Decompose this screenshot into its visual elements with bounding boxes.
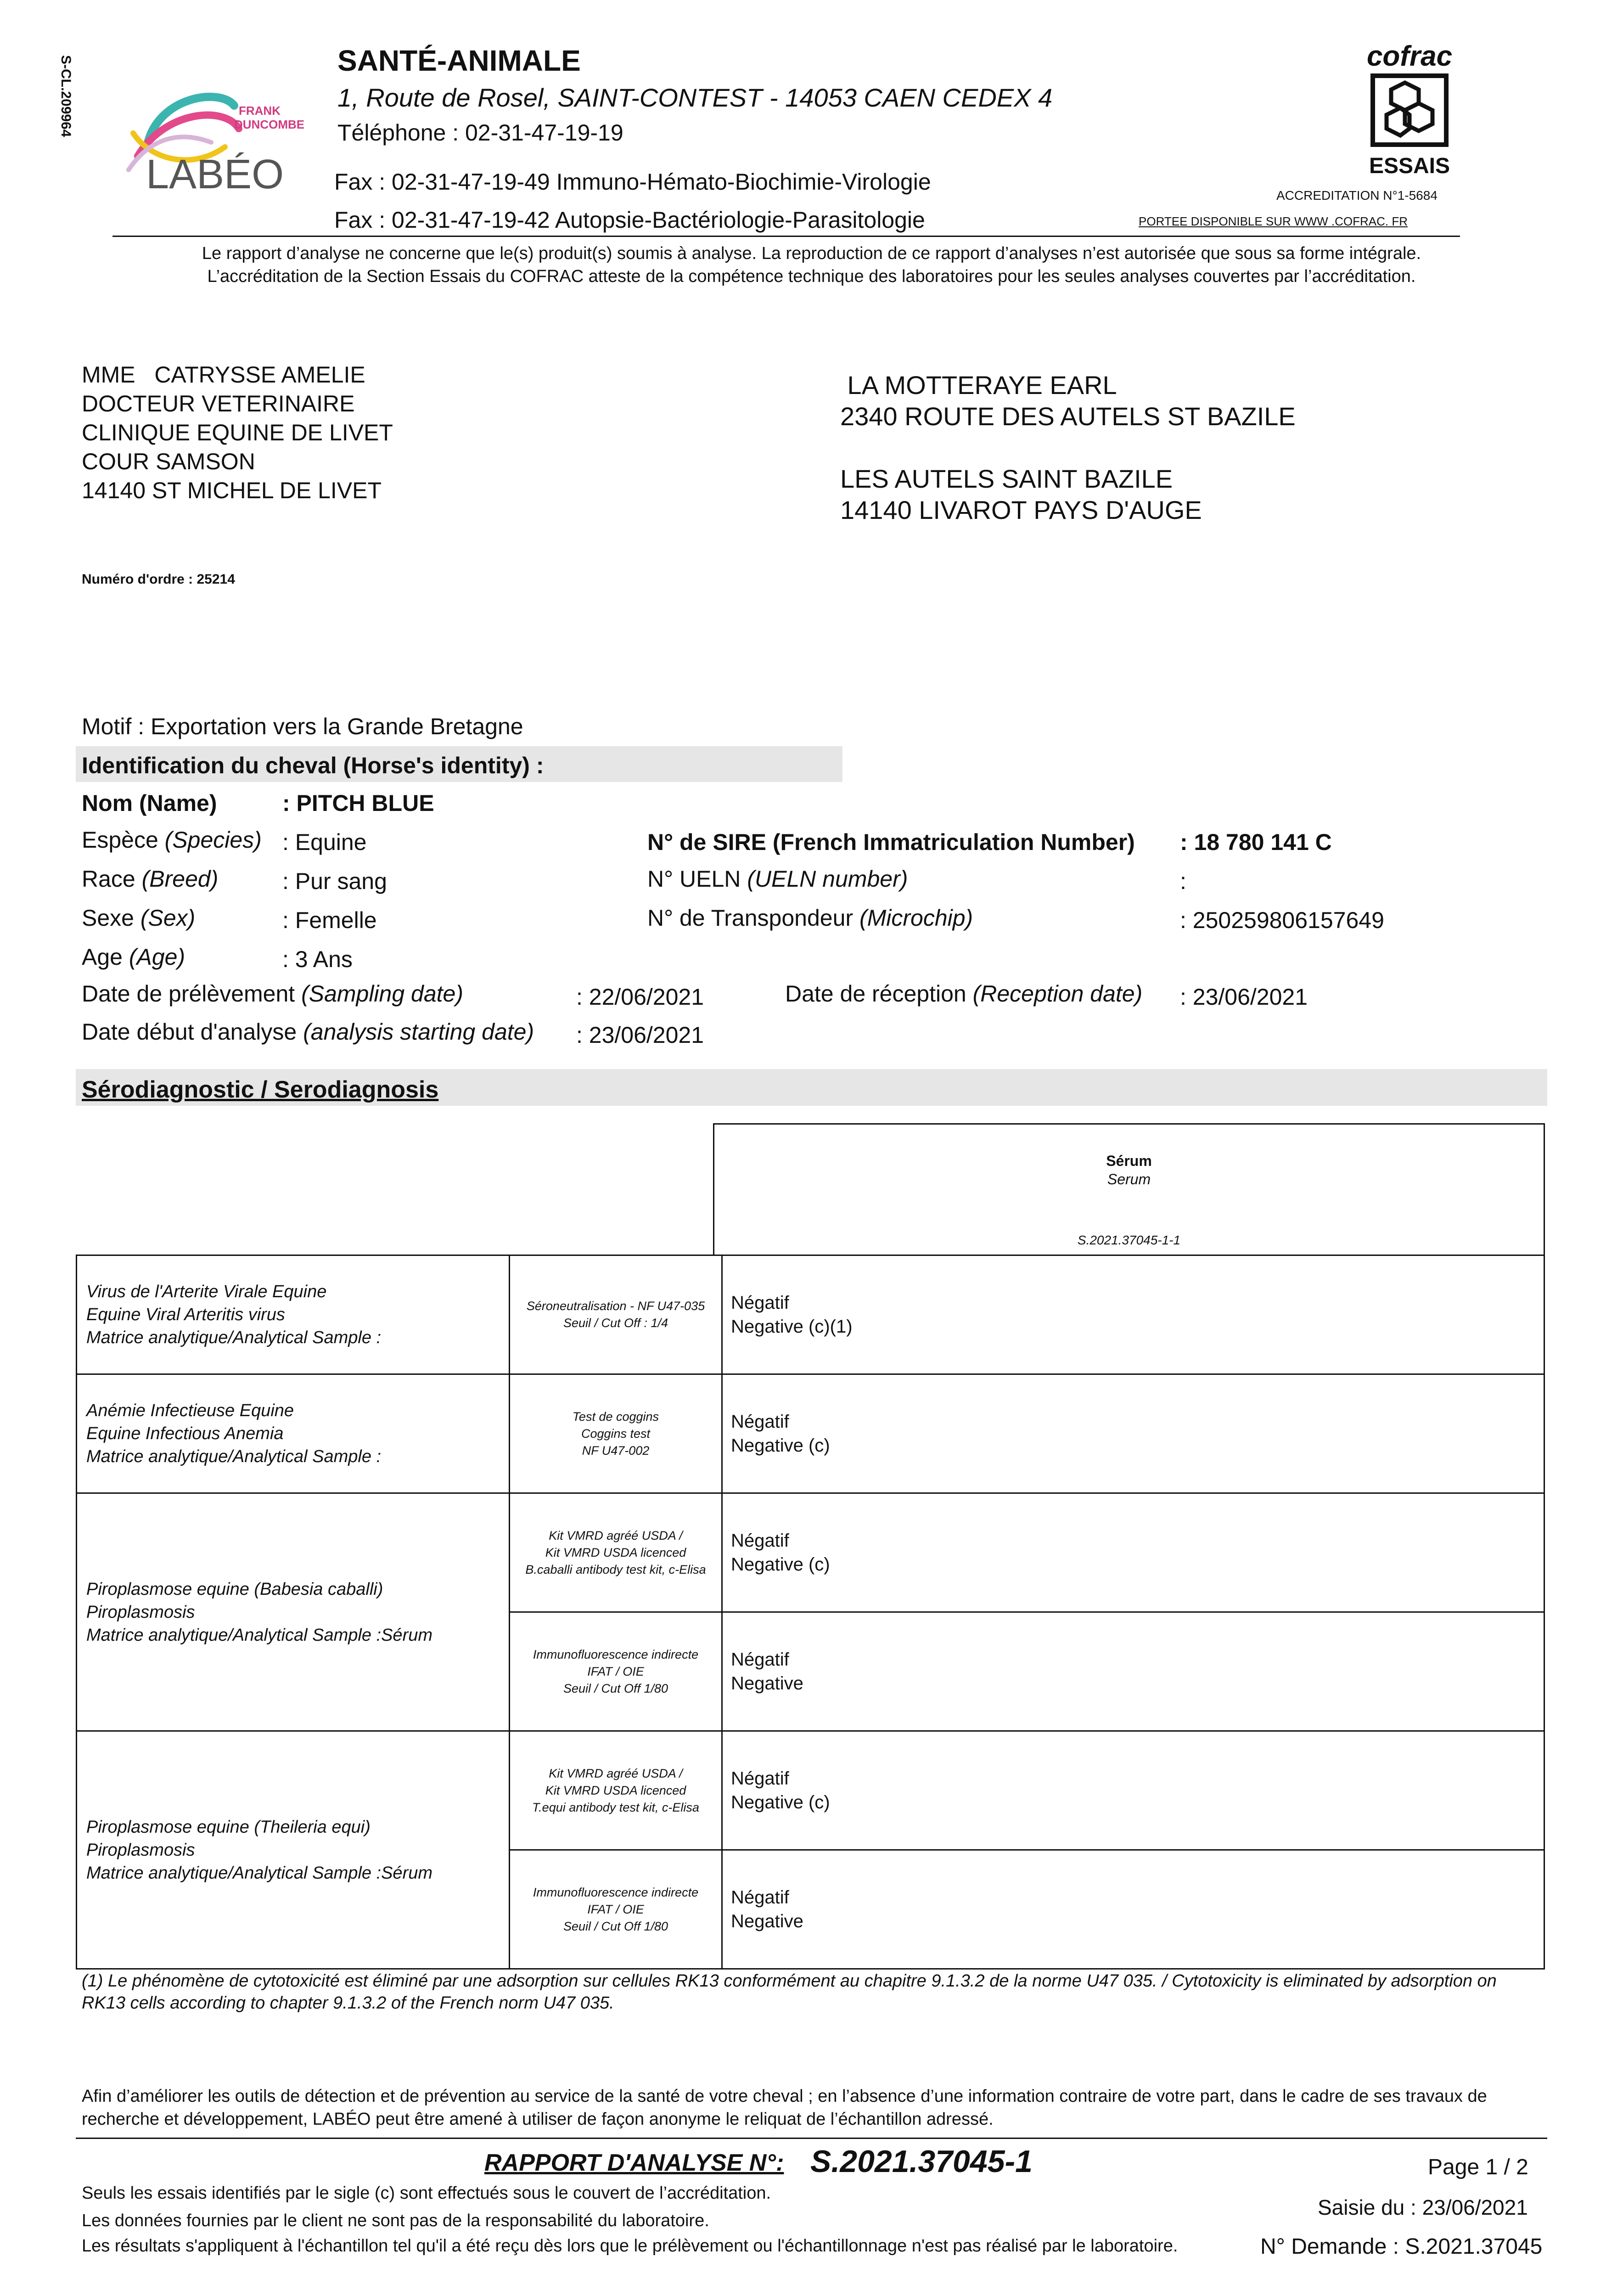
disclaimer-line-1: Le rapport d’analyse ne concerne que le(s) produit(s) soumis à analyse. La reproduction de ce rapport d’analyses n’est autorisée que sous sa forme intégrale. <box>202 244 1421 263</box>
race-label-fr: Race <box>82 866 142 892</box>
analysis-name-line: Matrice analytique/Analytical Sample :Sérum <box>86 1863 433 1883</box>
method-line: Seuil / Cut Off 1/80 <box>563 1681 668 1695</box>
age-label <box>82 944 185 970</box>
sexe-value: : Femelle <box>282 907 377 933</box>
analysis-name <box>77 1255 510 1374</box>
serum-column-title: Sérum <box>1106 1153 1152 1169</box>
sample-usage-notice: Afin d’améliorer les outils de détection et de prévention au service de la santé de votre cheval ; en l’absence d’une information contraire de votre part, dans le cadre de ses travaux de recherche et développement, LABÉO peut être amené à utiliser de façon anonyme le reliquat de l’échantillon adressé. <box>82 2087 1487 2129</box>
prelevement-label-en: (Sampling date) <box>301 981 464 1007</box>
analysis-name <box>77 1493 510 1731</box>
lab-address: 1, Route de Rosel, SAINT-CONTEST - 14053 CAEN CEDEX 4 <box>337 83 1053 112</box>
recipient-line: 14140 ST MICHEL DE LIVET <box>82 478 382 503</box>
footer-line-2: Les données fournies par le client ne sont pas de la responsabilité du laboratoire. <box>82 2211 709 2230</box>
race-value: : Pur sang <box>282 868 387 894</box>
method-line: Coggins test <box>581 1426 651 1441</box>
result-line: Négatif <box>731 1768 789 1789</box>
race-label <box>82 866 218 892</box>
test-method <box>510 1493 722 1612</box>
labeo-logo <box>119 78 321 197</box>
cofrac-bottom-label: ESSAIS <box>1369 154 1450 178</box>
method-line: Test de coggins <box>572 1409 659 1424</box>
report-number-label: RAPPORT D'ANALYSE N°: <box>484 2150 784 2176</box>
debut-analyse-label-en: (analysis starting date) <box>303 1019 534 1045</box>
owner-line: LES AUTELS SAINT BAZILE <box>840 464 1173 493</box>
disclaimer-line-2: L’accréditation de la Section Essais du COFRAC atteste de la compétence technique des laboratoires pour les seules analyses couvertes par l’accréditation. <box>207 267 1416 286</box>
document-code: S-CL.209964 <box>58 55 73 137</box>
method-line: NF U47-002 <box>582 1443 650 1458</box>
result-line: Negative (c) <box>731 1792 830 1812</box>
table-row <box>77 1731 1544 1850</box>
method-line: Immunofluorescence indirecte <box>533 1647 699 1661</box>
test-method <box>510 1374 722 1493</box>
motif: Motif : Exportation vers la Grande Bretagne <box>82 714 523 739</box>
reception-value: : 23/06/2021 <box>1180 984 1308 1010</box>
transpondeur-value: : 250259806157649 <box>1180 907 1384 933</box>
logo-sub2: DUNCOMBE <box>234 118 305 131</box>
method-line: IFAT / OIE <box>587 1902 644 1916</box>
nom-value: : PITCH BLUE <box>282 790 434 816</box>
table-row <box>77 1374 1544 1493</box>
serum-column-subtitle: Serum <box>1107 1171 1151 1187</box>
portee-link[interactable]: PORTEE DISPONIBLE SUR WWW .COFRAC. FR <box>1139 214 1408 228</box>
analysis-name-line: Equine Infectious Anemia <box>86 1424 284 1443</box>
prelevement-label-fr: Date de prélèvement <box>82 981 302 1007</box>
method-line: Immunofluorescence indirecte <box>533 1885 699 1899</box>
ueln-value: : <box>1180 868 1186 894</box>
footer-line-1: Seuls les essais identifiés par le sigle (c) sont effectués sous le couvert de l’accréditation. <box>82 2183 771 2203</box>
result-line: Négatif <box>731 1887 789 1908</box>
recipient-line: DOCTEUR VETERINAIRE <box>82 391 355 416</box>
result-line: Negative (c)(1) <box>731 1317 853 1337</box>
table-row <box>77 1255 1544 1374</box>
nom-label: Nom (Name) <box>82 790 217 816</box>
recipient-line: MME CATRYSSE AMELIE <box>82 362 365 388</box>
recipient-line: COUR SAMSON <box>82 449 255 474</box>
test-result <box>722 1612 1544 1731</box>
analysis-name-line: Piroplasmosis <box>86 1602 195 1622</box>
request-number: N° Demande : S.2021.37045 <box>1260 2234 1543 2259</box>
analysis-name-line: Anémie Infectieuse Equine <box>86 1401 294 1420</box>
test-result <box>722 1850 1544 1969</box>
test-method <box>510 1255 722 1374</box>
lab-telephone: Téléphone : 02-31-47-19-19 <box>337 120 623 146</box>
result-line: Négatif <box>731 1531 789 1551</box>
analysis-name-line: Piroplasmose equine (Theileria equi) <box>86 1817 371 1837</box>
sexe-label <box>82 905 195 931</box>
reception-label-fr: Date de réception <box>785 981 973 1007</box>
sexe-label-en: (Sex) <box>140 905 196 931</box>
footer-divider <box>76 2138 1547 2139</box>
sire-value: : 18 780 141 C <box>1180 829 1332 855</box>
method-line: Kit VMRD agréé USDA / <box>549 1766 683 1780</box>
result-line: Negative <box>731 1911 803 1931</box>
prelevement-label <box>82 980 463 1007</box>
logo-brand: LABÉO <box>146 152 284 197</box>
report-number: S.2021.37045-1 <box>810 2144 1033 2179</box>
result-line: Négatif <box>731 1293 789 1313</box>
reception-label <box>785 980 1142 1007</box>
results-table <box>76 1255 1545 1970</box>
debut-analyse-label <box>82 1019 534 1045</box>
method-line: Seuil / Cut Off : 1/4 <box>563 1316 668 1330</box>
debut-analyse-value: : 23/06/2021 <box>576 1022 704 1048</box>
espece-value: : Equine <box>282 829 367 855</box>
age-label-fr: Age <box>82 944 129 970</box>
prelevement-value: : 22/06/2021 <box>576 984 704 1010</box>
espece-label-fr: Espèce <box>82 827 165 853</box>
transpondeur-label-en: (Microchip) <box>859 905 973 931</box>
ueln-label <box>647 866 908 892</box>
method-line: T.equi antibody test kit, c-Elisa <box>532 1800 699 1814</box>
sexe-label-fr: Sexe <box>82 905 140 931</box>
transpondeur-label-fr: N° de Transpondeur <box>647 905 859 931</box>
analysis-name-line: Virus de l'Arterite Virale Equine <box>86 1282 327 1301</box>
analysis-name-line: Matrice analytique/Analytical Sample : <box>86 1447 382 1466</box>
order-number: Numéro d'ordre : 25214 <box>82 572 235 587</box>
sire-label: N° de SIRE (French Immatriculation Number) <box>647 829 1135 855</box>
result-line: Négatif <box>731 1649 789 1670</box>
result-line: Negative <box>731 1673 803 1694</box>
analysis-name-line: Matrice analytique/Analytical Sample : <box>86 1328 382 1347</box>
espece-label <box>82 827 262 853</box>
method-line: IFAT / OIE <box>587 1664 644 1678</box>
ueln-label-en: (UELN number) <box>747 866 908 892</box>
method-line: Kit VMRD agréé USDA / <box>549 1528 683 1542</box>
owner-line: LA MOTTERAYE EARL <box>840 371 1117 400</box>
sample-reference: S.2021.37045-1-1 <box>1077 1233 1181 1247</box>
footer-line-3: Les résultats s'appliquent à l'échantillon tel qu'il a été reçu dès lors que le prélèvement ou l'échantillonnage n'est pas réalisé par le laboratoire. <box>82 2236 1178 2256</box>
result-line: Negative (c) <box>731 1435 830 1456</box>
method-line: Seuil / Cut Off 1/80 <box>563 1919 668 1933</box>
analysis-name-line: Piroplasmose equine (Babesia caballi) <box>86 1579 383 1599</box>
test-method <box>510 1850 722 1969</box>
analysis-name <box>77 1374 510 1493</box>
lab-fax-2: Fax : 02-31-47-19-42 Autopsie-Bactériologie-Parasitologie <box>334 207 925 233</box>
debut-analyse-label-fr: Date début d'analyse <box>82 1019 303 1045</box>
age-label-en: (Age) <box>129 944 185 970</box>
method-line: Kit VMRD USDA licenced <box>545 1783 686 1797</box>
recipient-address <box>82 360 393 505</box>
test-result <box>722 1374 1544 1493</box>
logo-sub1: FRANK <box>239 104 281 118</box>
method-line: B.caballi antibody test kit, c-Elisa <box>525 1562 706 1576</box>
entry-date: Saisie du : 23/06/2021 <box>1318 2195 1528 2219</box>
header-divider <box>112 236 1460 237</box>
owner-line: 14140 LIVAROT PAYS D'AUGE <box>840 495 1202 524</box>
table-row <box>77 1493 1544 1612</box>
ueln-label-fr: N° UELN <box>647 866 747 892</box>
transpondeur-label <box>647 905 973 931</box>
footnote: (1) Le phénomène de cytotoxicité est éliminé par une adsorption sur cellules RK13 conformément au chapitre 9.1.3.2 de la norme U47 035. / Cytotoxicity is eliminated by adsorption on RK13 cells according to chapter 9.1.3.2 of the French norm U47 035. <box>82 1971 1497 2013</box>
test-method <box>510 1731 722 1850</box>
accreditation-number: ACCREDITATION N°1-5684 <box>1276 188 1438 203</box>
analysis-name <box>77 1731 510 1969</box>
owner-address <box>840 370 1296 526</box>
analysis-name-line: Equine Viral Arteritis virus <box>86 1305 285 1324</box>
result-line: Négatif <box>731 1412 789 1432</box>
cofrac-logo <box>1359 39 1460 181</box>
test-method <box>510 1612 722 1731</box>
age-value: : 3 Ans <box>282 946 353 972</box>
test-result <box>722 1493 1544 1612</box>
cofrac-top-label: cofrac <box>1366 40 1453 72</box>
lab-name: SANTÉ-ANIMALE <box>337 44 581 77</box>
report-disclaimer <box>73 242 1550 288</box>
method-line: Séroneutralisation - NF U47-035 <box>526 1299 705 1313</box>
lab-fax-1: Fax : 02-31-47-19-49 Immuno-Hémato-Biochimie-Virologie <box>334 169 931 195</box>
reception-label-en: (Reception date) <box>972 981 1143 1007</box>
analysis-name-line: Piroplasmosis <box>86 1840 195 1860</box>
espece-label-en: (Species) <box>164 827 262 853</box>
result-line: Negative (c) <box>731 1554 830 1575</box>
race-label-en: (Breed) <box>141 866 219 892</box>
identification-title: Identification du cheval (Horse's identity) : <box>82 753 544 778</box>
method-line: Kit VMRD USDA licenced <box>545 1545 686 1559</box>
analysis-name-line: Matrice analytique/Analytical Sample :Sérum <box>86 1625 433 1645</box>
sero-title: Sérodiagnostic / Serodiagnosis <box>82 1076 439 1103</box>
test-result <box>722 1731 1544 1850</box>
page-number: Page 1 / 2 <box>1428 2155 1528 2179</box>
owner-line: 2340 ROUTE DES AUTELS ST BAZILE <box>840 402 1296 431</box>
test-result <box>722 1255 1544 1374</box>
recipient-line: CLINIQUE EQUINE DE LIVET <box>82 420 393 445</box>
